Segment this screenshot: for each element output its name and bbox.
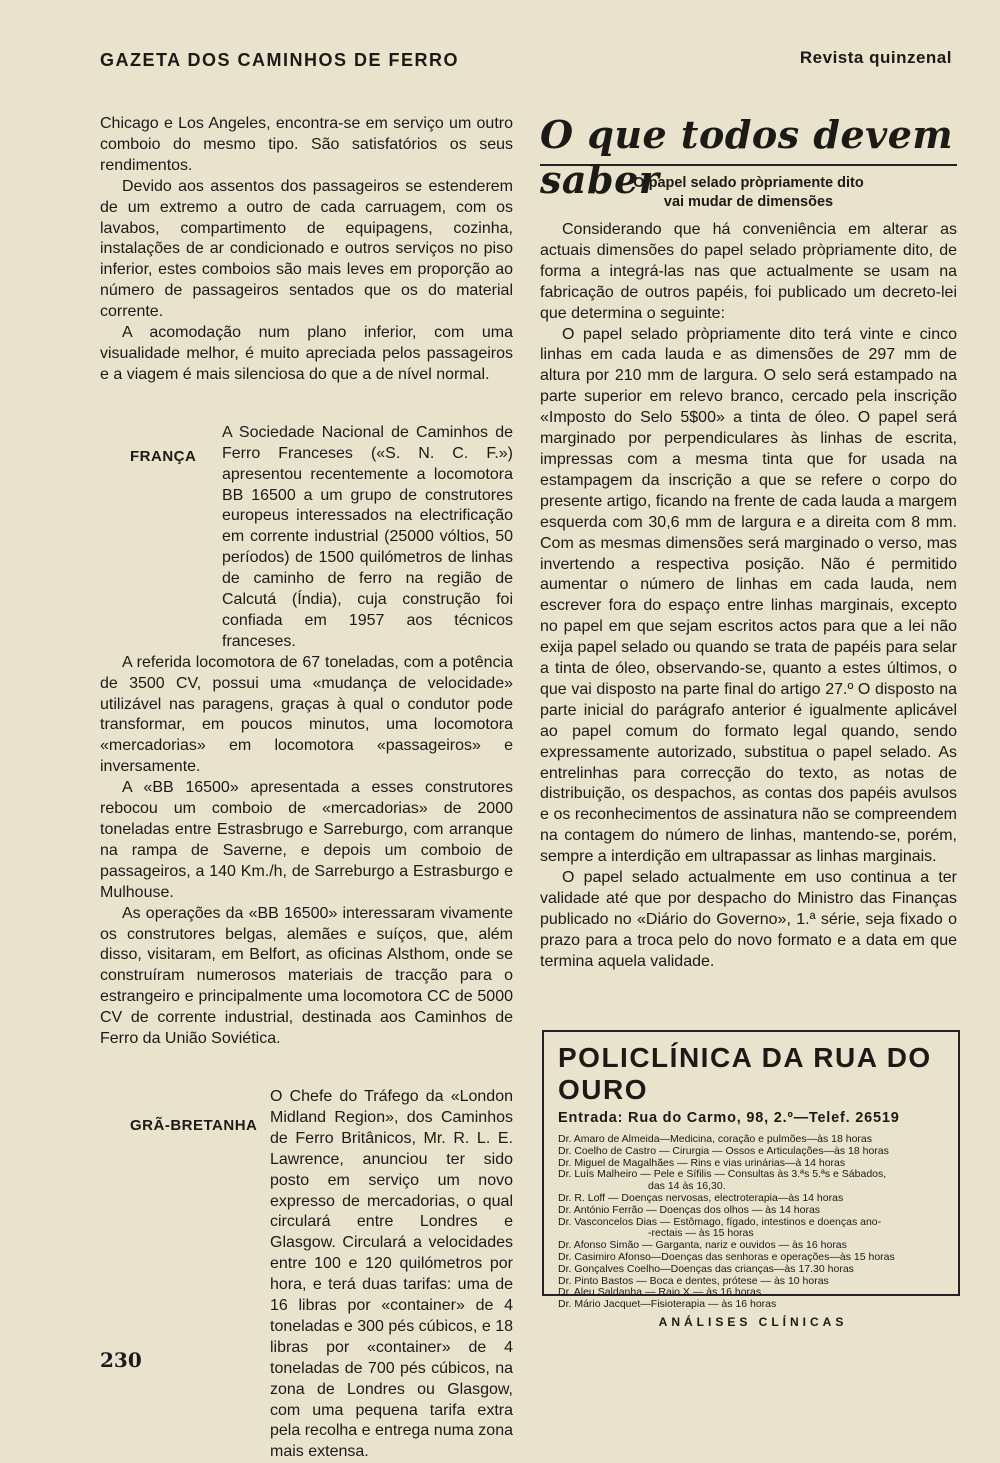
ad-address: Entrada: Rua do Carmo, 98, 2.º—Telef. 26519: [558, 1110, 900, 1126]
list-item: Dr. Amaro de Almeida—Medicina, coração e pulmões—às 18 horas: [558, 1133, 872, 1145]
paragraph: A Sociedade Nacional de Caminhos de Ferro Franceses («S. N. C. F.») apresentou recentemente a locomotora BB 16500 a um grupo de construtores europeus interessados na electrificação em corrente industrial (25000 vóltios, 50 períodos) de 1500 quilómetros de linhas de caminho de ferro na região de Calcutá (Índia), cuja construção foi confiada em 1957 aos técnicos franceses.: [222, 423, 513, 650]
list-item: Dr. Mário Jacquet—Fisioterapia — às 16 horas: [558, 1298, 777, 1311]
list-item: Dr. Pinto Bastos — Boca e dentes, prótese — às 10 horas: [558, 1274, 829, 1287]
page-number: 230: [100, 1348, 142, 1372]
left-column: [100, 114, 513, 1463]
list-item: Dr. Luís Malheiro — Pele e Sífilis — Consultas às 3.ªs 5.ªs e Sábados,: [558, 1168, 887, 1181]
section-label-franca: FRANÇA: [130, 447, 197, 465]
paragraph: A «BB 16500» apresentada a esses construtores rebocou um comboio de «mercadorias» de 2000 toneladas entre Estrasbrugo e Sarreburgo, com arranque na rampa de Saverne, e depois um comboio de passageiros, a 140 Km./h, de Sarreburgo a Estrasburgo e Mulhouse.: [100, 779, 513, 901]
section-label-gra-bretanha: GRÃ-BRETANHA: [130, 1116, 258, 1134]
article-title: O que todos devem saber: [540, 112, 954, 202]
list-item: Dr. Coelho de Castro — Cirurgia — Ossos e Articulações—às 18 horas: [558, 1144, 889, 1157]
subtitle-line: O papel selado pròpriamente dito: [633, 175, 864, 191]
list-item: Dr. Gonçalves Coelho—Doenças das crianças—às 17.30 horas: [558, 1262, 854, 1275]
paragraph: O papel selado actualmente em uso continua a ter validade até que por despacho do Ministro das Finanças publicado no «Diário do Governo», 1.ª série, seja fixado o prazo para a troca pelo do novo formato e a data em que termina aquela validade.: [540, 869, 957, 970]
article-subtitle: [540, 174, 957, 212]
section-gra-bretanha: [100, 1087, 513, 1463]
subtitle-line: vai mudar de dimensões: [663, 194, 834, 210]
running-header-title: GAZETA DOS CAMINHOS DE FERRO: [100, 50, 460, 70]
list-item: Dr. António Ferrão — Doenças dos olhos — às 14 horas: [558, 1203, 821, 1216]
paragraph: A referida locomotora de 67 toneladas, com a potência de 3500 CV, possui uma «mudança de velocidade» utilizável nas paragens, graças à qual o condutor pode transformar, em poucos minutos, uma locomotora «mercadorias» em locomotora «passageiros» e inversamente.: [100, 653, 513, 776]
paragraph: O Chefe do Tráfego da «London Midland Region», dos Caminhos de Ferro Britânicos, Mr. R. L. E. Lawrence, anunciou ter sido posto em serviço um novo expresso de mercadorias, o qual circulará entre Londres e Glasgow. Circulará a velocidades entre 100 e 120 quilómetros por hora, e terá duas tarifas: uma de 16 libras por «container» de 4 toneladas e 300 pés cúbicos, e 18 libras por «container» de 4 toneladas de 700 pés cúbicos, na zona de Londres ou Glasgow, com uma pequena tarifa extra pela recolha e entrega numa zona mais extensa.: [270, 1087, 513, 1461]
paragraph: Considerando que há conveniência em alterar as actuais dimensões do papel selado pròpriamente dito, de forma a integrá-las nas que actualmente se usam na fabricação de outros papéis, foi publicado um decreto-lei que determina o seguinte:: [540, 221, 957, 322]
list-item: Dr. Casimiro Afonso—Doenças das senhoras e operações—às 15 horas: [558, 1250, 895, 1263]
paragraph: Devido aos assentos dos passageiros se estenderem de um extremo a outro de cada carruagem, com os lavabos, compartimento de equipagens, cozinha, instalações de ar condicionado e outros serviços no piso inferior, estes comboios são mais leves em proporção ao número de passageiros sentados que os do material corrente.: [100, 177, 513, 321]
list-item: Dr. Vasconcelos Dias — Estômago, fígado, intestinos e doenças ano-: [558, 1215, 882, 1228]
list-item: das 14 às 16,30.: [648, 1180, 726, 1193]
list-item: Dr. Afonso Simão — Garganta, nariz e ouvidos — às 16 horas: [558, 1239, 847, 1252]
list-item: Dr. Miguel de Magalhães — Rins e vias urinárias—à 14 horas: [558, 1156, 846, 1169]
running-header-subtitle: Revista quinzenal: [799, 48, 952, 67]
ad-footer: ANÁLISES CLÍNICAS: [658, 1314, 848, 1329]
right-column: [540, 220, 957, 973]
list-item: Dr. Aleu Saldanha — Raio X — às 16 horas: [558, 1286, 762, 1299]
section-franca: [100, 423, 513, 1050]
paragraph: Chicago e Los Angeles, encontra-se em serviço um outro comboio do mesmo tipo. São satisfatórios os seus rendimentos.: [100, 115, 513, 174]
advertisement-box: [542, 1030, 960, 1329]
paragraph: A acomodação num plano inferior, com uma visualidade melhor, é muito apreciada pelos passageiros e a viagem é mais silenciosa do que a de nível normal.: [100, 324, 513, 383]
paragraph: O papel selado pròpriamente dito terá vinte e cinco linhas em cada lauda e as dimensões de 297 mm de altura por 210 mm de largura. O selo será estampado na parte superior em relevo branco, cercado pela inscrição «Imposto do Selo 5$00» a tinta de óleo. O papel será marginado por perpendiculares às linhas de escrita, impressas com a mesma tinta que for usada na estampagem da inscrição a que se refere o corpo do presente artigo, ficando na frente de cada lauda a margem esquerda com 30,6 mm de largura e a direita com 8 mm. Com as mesmas dimensões será marginado o verso, mas invertendo a respectiva posição. Não é permitido aumentar o número de linhas em cada lauda, nem escrever fora do espaço entre linhas marginais, excepto no papel em que sejam escritos actos para que a lei não exija papel selado ou quando se trata de papéis para selar a tinta de óleo, observando-se, quanto a estes últimos, o que vai disposto na parte final do artigo 27.º O disposto na parte inicial do parágrafo anterior é igualmente aplicável ao papel comum do formato legal quando, sendo expressamente autorizado, substitua o papel selado. As entrelinhas para correcção do texto, as notas de distribuição, os despachos, as contas dos papéis avulsos e os reconhecimentos de assinatura não se compreendem na contagem do número de linhas, mantendo-se, porém, sempre a interdição em ultrapassar as linhas marginais.: [540, 325, 957, 866]
list-item: -rectais — às 15 horas: [648, 1227, 754, 1240]
list-item: Dr. R. Loff — Doenças nervosas, electroterapia—às 14 horas: [558, 1191, 844, 1204]
ad-doctor-list: [558, 1134, 948, 1311]
paragraph: As operações da «BB 16500» interessaram vivamente os construtores belgas, alemães e suíços, que, além disso, visitaram, em Belfort, as oficinas Alsthom, onde se construíram numerosos materiais de tracção para o estrangeiro e principalmente uma locomotora CC de 5000 CV de corrente industrial, destinada aos Caminhos de Ferro da União Soviética.: [100, 904, 513, 1048]
ad-title: POLICLÍNICA DA RUA DO OURO: [558, 1042, 932, 1105]
